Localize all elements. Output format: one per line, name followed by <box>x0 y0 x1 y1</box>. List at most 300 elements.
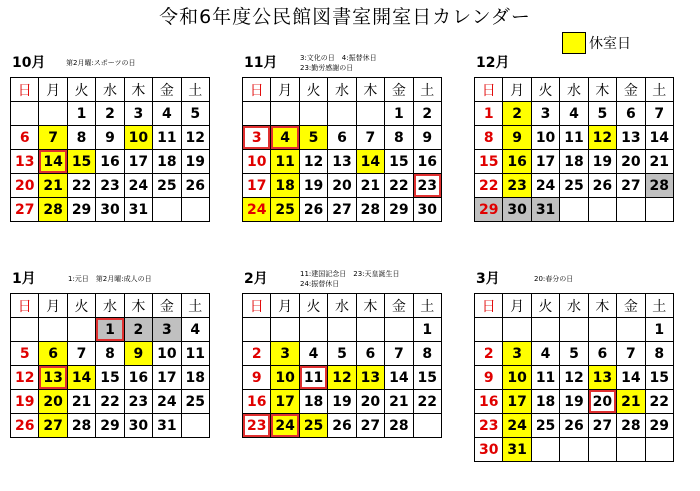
day-cell: 11 <box>153 126 181 150</box>
week-row <box>243 102 442 126</box>
day-cell: 13 <box>617 126 645 150</box>
week-row <box>11 414 210 438</box>
holiday-notes <box>68 274 152 284</box>
day-cell: 25 <box>531 414 559 438</box>
day-cell: 4 <box>299 342 327 366</box>
day-cell: 28 <box>645 174 673 198</box>
day-cell: 21 <box>385 390 413 414</box>
day-cell: 19 <box>560 390 588 414</box>
day-cell: 3 <box>243 126 271 150</box>
day-cell: 9 <box>503 126 531 150</box>
legend-label: 休室日 <box>589 36 631 52</box>
day-cell: 7 <box>617 342 645 366</box>
day-cell: 13 <box>588 366 616 390</box>
weekday-label: 日 <box>11 78 39 102</box>
day-cell: 21 <box>67 390 95 414</box>
week-row <box>11 102 210 126</box>
weekday-label: 火 <box>67 294 95 318</box>
day-cell: 26 <box>181 174 209 198</box>
day-cell: 20 <box>328 174 356 198</box>
day-cell: 30 <box>475 438 503 462</box>
day-cell: 21 <box>39 174 67 198</box>
day-cell: 19 <box>11 390 39 414</box>
day-cell: 24 <box>531 174 559 198</box>
month-mar <box>474 268 674 478</box>
weekday-label: 土 <box>413 294 441 318</box>
day-cell: 14 <box>645 126 673 150</box>
day-cell: 13 <box>356 366 384 390</box>
weekday-label: 月 <box>503 78 531 102</box>
day-cell: 13 <box>11 150 39 174</box>
week-row <box>475 102 674 126</box>
day-cell: 22 <box>475 174 503 198</box>
week-row <box>11 318 210 342</box>
empty-cell <box>475 318 503 342</box>
empty-cell <box>617 198 645 222</box>
empty-cell <box>181 198 209 222</box>
day-cell: 2 <box>413 102 441 126</box>
day-cell: 29 <box>645 414 673 438</box>
day-cell: 2 <box>96 102 124 126</box>
day-cell: 11 <box>560 126 588 150</box>
day-cell: 11 <box>299 366 327 390</box>
weekday-label: 木 <box>588 78 616 102</box>
day-cell: 27 <box>356 414 384 438</box>
week-row <box>243 342 442 366</box>
day-cell: 26 <box>328 414 356 438</box>
day-cell: 15 <box>67 150 95 174</box>
day-cell: 13 <box>328 150 356 174</box>
holiday-notes <box>300 53 377 73</box>
day-cell: 9 <box>243 366 271 390</box>
day-cell: 16 <box>243 390 271 414</box>
month-title: 1月 <box>12 271 36 287</box>
empty-cell <box>11 318 39 342</box>
day-cell: 22 <box>385 174 413 198</box>
empty-cell <box>356 318 384 342</box>
month-jan <box>10 268 210 448</box>
empty-cell <box>531 318 559 342</box>
day-cell: 15 <box>413 366 441 390</box>
week-row <box>11 390 210 414</box>
weekday-label: 金 <box>153 294 181 318</box>
holiday-note: 第2月曜:スポーツの日 <box>66 59 136 67</box>
day-cell: 27 <box>588 414 616 438</box>
empty-cell <box>39 102 67 126</box>
day-cell: 7 <box>356 126 384 150</box>
day-cell: 27 <box>328 198 356 222</box>
day-cell: 13 <box>39 366 67 390</box>
empty-cell <box>153 198 181 222</box>
weekday-label: 土 <box>181 294 209 318</box>
week-row <box>243 126 442 150</box>
day-cell: 17 <box>531 150 559 174</box>
legend <box>562 32 631 54</box>
day-cell: 17 <box>243 174 271 198</box>
day-cell: 3 <box>124 102 152 126</box>
day-cell: 4 <box>531 342 559 366</box>
day-cell: 31 <box>503 438 531 462</box>
day-cell: 12 <box>299 150 327 174</box>
weekday-label: 金 <box>617 294 645 318</box>
calendar-grid <box>474 77 674 222</box>
weekday-label: 金 <box>385 78 413 102</box>
day-cell: 15 <box>96 366 124 390</box>
day-cell: 8 <box>96 342 124 366</box>
weekday-label: 火 <box>67 78 95 102</box>
weekday-label: 木 <box>356 78 384 102</box>
day-cell: 17 <box>271 390 299 414</box>
empty-cell <box>67 318 95 342</box>
day-cell: 14 <box>385 366 413 390</box>
day-cell: 7 <box>645 102 673 126</box>
weekday-label: 土 <box>645 294 673 318</box>
empty-cell <box>617 318 645 342</box>
weekday-label: 月 <box>39 78 67 102</box>
week-row <box>243 318 442 342</box>
week-row <box>243 366 442 390</box>
day-cell: 19 <box>588 150 616 174</box>
day-cell: 22 <box>645 390 673 414</box>
month-title: 11月 <box>244 55 278 71</box>
weekday-label: 木 <box>588 294 616 318</box>
calendar-grid <box>10 293 210 438</box>
day-cell: 17 <box>153 366 181 390</box>
day-cell: 15 <box>475 150 503 174</box>
day-cell: 28 <box>39 198 67 222</box>
weekday-label: 水 <box>328 294 356 318</box>
day-cell: 10 <box>243 150 271 174</box>
empty-cell <box>243 318 271 342</box>
weekday-header <box>475 78 674 102</box>
weekday-label: 日 <box>11 294 39 318</box>
day-cell: 28 <box>617 414 645 438</box>
day-cell: 6 <box>588 342 616 366</box>
empty-cell <box>39 318 67 342</box>
day-cell: 30 <box>124 414 152 438</box>
legend-swatch <box>562 32 586 54</box>
empty-cell <box>617 438 645 462</box>
empty-cell <box>588 438 616 462</box>
day-cell: 10 <box>124 126 152 150</box>
day-cell: 1 <box>96 318 124 342</box>
day-cell: 8 <box>475 126 503 150</box>
calendar-grid <box>10 77 210 222</box>
day-cell: 16 <box>124 366 152 390</box>
day-cell: 6 <box>11 126 39 150</box>
calendar-grid <box>474 293 674 462</box>
day-cell: 21 <box>356 174 384 198</box>
day-cell: 9 <box>475 366 503 390</box>
month-title: 2月 <box>244 271 268 287</box>
day-cell: 23 <box>124 390 152 414</box>
day-cell: 22 <box>96 390 124 414</box>
week-row <box>475 390 674 414</box>
day-cell: 30 <box>96 198 124 222</box>
day-cell: 18 <box>299 390 327 414</box>
day-cell: 31 <box>124 198 152 222</box>
day-cell: 20 <box>588 390 616 414</box>
weekday-header <box>475 294 674 318</box>
day-cell: 1 <box>645 318 673 342</box>
weekday-label: 水 <box>96 78 124 102</box>
day-cell: 23 <box>96 174 124 198</box>
day-cell: 24 <box>124 174 152 198</box>
day-cell: 26 <box>560 414 588 438</box>
weekday-label: 土 <box>645 78 673 102</box>
week-row <box>11 150 210 174</box>
week-row <box>11 126 210 150</box>
day-cell: 8 <box>67 126 95 150</box>
weekday-header <box>11 294 210 318</box>
day-cell: 3 <box>271 342 299 366</box>
day-cell: 10 <box>503 366 531 390</box>
day-cell: 23 <box>475 414 503 438</box>
day-cell: 4 <box>181 318 209 342</box>
week-row <box>475 198 674 222</box>
week-row <box>243 150 442 174</box>
day-cell: 19 <box>299 174 327 198</box>
day-cell: 29 <box>475 198 503 222</box>
weekday-label: 火 <box>299 78 327 102</box>
day-cell: 3 <box>503 342 531 366</box>
weekday-header <box>243 78 442 102</box>
empty-cell <box>645 198 673 222</box>
day-cell: 3 <box>531 102 559 126</box>
week-row <box>11 174 210 198</box>
weekday-header <box>243 294 442 318</box>
week-row <box>475 150 674 174</box>
calendar-grid <box>242 77 442 222</box>
week-row <box>475 438 674 462</box>
day-cell: 2 <box>475 342 503 366</box>
month-nov <box>242 52 442 232</box>
day-cell: 28 <box>385 414 413 438</box>
day-cell: 15 <box>645 366 673 390</box>
empty-cell <box>560 318 588 342</box>
weekday-label: 水 <box>328 78 356 102</box>
day-cell: 7 <box>385 342 413 366</box>
month-title: 10月 <box>12 55 46 71</box>
day-cell: 17 <box>503 390 531 414</box>
day-cell: 26 <box>588 174 616 198</box>
day-cell: 5 <box>299 126 327 150</box>
day-cell: 14 <box>617 366 645 390</box>
day-cell: 10 <box>271 366 299 390</box>
day-cell: 10 <box>153 342 181 366</box>
day-cell: 4 <box>271 126 299 150</box>
weekday-label: 火 <box>531 294 559 318</box>
day-cell: 14 <box>356 150 384 174</box>
day-cell: 20 <box>11 174 39 198</box>
day-cell: 6 <box>356 342 384 366</box>
day-cell: 16 <box>475 390 503 414</box>
weekday-label: 月 <box>39 294 67 318</box>
holiday-note: 11:建国記念日 23:天皇誕生日 <box>300 270 400 278</box>
day-cell: 23 <box>503 174 531 198</box>
day-cell: 29 <box>67 198 95 222</box>
weekday-label: 日 <box>243 294 271 318</box>
day-cell: 21 <box>645 150 673 174</box>
holiday-note: 1:元日 第2月曜:成人の日 <box>68 275 152 283</box>
day-cell: 1 <box>385 102 413 126</box>
day-cell: 9 <box>96 126 124 150</box>
day-cell: 16 <box>96 150 124 174</box>
week-row <box>243 174 442 198</box>
day-cell: 25 <box>299 414 327 438</box>
weekday-label: 火 <box>531 78 559 102</box>
day-cell: 2 <box>243 342 271 366</box>
weekday-label: 水 <box>560 78 588 102</box>
day-cell: 9 <box>413 126 441 150</box>
day-cell: 5 <box>588 102 616 126</box>
week-row <box>11 198 210 222</box>
day-cell: 18 <box>271 174 299 198</box>
day-cell: 20 <box>39 390 67 414</box>
day-cell: 24 <box>503 414 531 438</box>
day-cell: 12 <box>181 126 209 150</box>
day-cell: 28 <box>356 198 384 222</box>
week-row <box>243 414 442 438</box>
day-cell: 1 <box>475 102 503 126</box>
day-cell: 8 <box>645 342 673 366</box>
day-cell: 29 <box>385 198 413 222</box>
day-cell: 1 <box>413 318 441 342</box>
empty-cell <box>560 198 588 222</box>
day-cell: 30 <box>503 198 531 222</box>
day-cell: 23 <box>243 414 271 438</box>
weekday-label: 日 <box>475 78 503 102</box>
week-row <box>243 198 442 222</box>
day-cell: 3 <box>153 318 181 342</box>
day-cell: 22 <box>413 390 441 414</box>
day-cell: 11 <box>181 342 209 366</box>
month-title: 3月 <box>476 271 500 287</box>
day-cell: 5 <box>11 342 39 366</box>
weekday-label: 水 <box>560 294 588 318</box>
weekday-label: 金 <box>153 78 181 102</box>
weekday-label: 木 <box>124 294 152 318</box>
empty-cell <box>11 102 39 126</box>
empty-cell <box>181 414 209 438</box>
holiday-note: 23:勤労感謝の日 <box>300 64 354 72</box>
week-row <box>11 342 210 366</box>
weekday-label: 月 <box>503 294 531 318</box>
month-title: 12月 <box>476 55 510 71</box>
day-cell: 21 <box>617 390 645 414</box>
empty-cell <box>299 318 327 342</box>
day-cell: 18 <box>531 390 559 414</box>
weekday-label: 日 <box>243 78 271 102</box>
day-cell: 18 <box>153 150 181 174</box>
day-cell: 10 <box>531 126 559 150</box>
week-row <box>475 366 674 390</box>
day-cell: 25 <box>271 198 299 222</box>
empty-cell <box>588 198 616 222</box>
month-feb <box>242 268 442 448</box>
day-cell: 20 <box>356 390 384 414</box>
day-cell: 12 <box>11 366 39 390</box>
empty-cell <box>645 438 673 462</box>
weekday-label: 金 <box>385 294 413 318</box>
empty-cell <box>385 318 413 342</box>
weekday-header <box>11 78 210 102</box>
day-cell: 18 <box>560 150 588 174</box>
day-cell: 18 <box>181 366 209 390</box>
empty-cell <box>588 318 616 342</box>
day-cell: 9 <box>124 342 152 366</box>
day-cell: 17 <box>124 150 152 174</box>
month-oct <box>10 52 210 232</box>
day-cell: 16 <box>413 150 441 174</box>
day-cell: 25 <box>153 174 181 198</box>
day-cell: 6 <box>617 102 645 126</box>
weekday-label: 木 <box>124 78 152 102</box>
day-cell: 20 <box>617 150 645 174</box>
empty-cell <box>531 438 559 462</box>
day-cell: 26 <box>299 198 327 222</box>
weekday-label: 木 <box>356 294 384 318</box>
weekday-label: 土 <box>181 78 209 102</box>
calendar-grid <box>242 293 442 438</box>
day-cell: 19 <box>181 150 209 174</box>
day-cell: 4 <box>153 102 181 126</box>
weekday-label: 月 <box>271 294 299 318</box>
day-cell: 7 <box>67 342 95 366</box>
holiday-notes <box>66 58 136 68</box>
empty-cell <box>356 102 384 126</box>
holiday-note: 20:春分の日 <box>534 275 574 283</box>
day-cell: 30 <box>413 198 441 222</box>
day-cell: 24 <box>271 414 299 438</box>
day-cell: 12 <box>560 366 588 390</box>
empty-cell <box>243 102 271 126</box>
weekday-label: 月 <box>271 78 299 102</box>
day-cell: 2 <box>503 102 531 126</box>
day-cell: 29 <box>96 414 124 438</box>
day-cell: 14 <box>67 366 95 390</box>
day-cell: 5 <box>181 102 209 126</box>
empty-cell <box>271 318 299 342</box>
empty-cell <box>299 102 327 126</box>
day-cell: 24 <box>243 198 271 222</box>
weekday-label: 水 <box>96 294 124 318</box>
day-cell: 2 <box>124 318 152 342</box>
day-cell: 15 <box>385 150 413 174</box>
empty-cell <box>328 318 356 342</box>
empty-cell <box>271 102 299 126</box>
day-cell: 31 <box>531 198 559 222</box>
empty-cell <box>503 318 531 342</box>
day-cell: 1 <box>67 102 95 126</box>
day-cell: 24 <box>153 390 181 414</box>
day-cell: 27 <box>11 198 39 222</box>
empty-cell <box>413 414 441 438</box>
week-row <box>475 126 674 150</box>
day-cell: 7 <box>39 126 67 150</box>
day-cell: 6 <box>39 342 67 366</box>
day-cell: 4 <box>560 102 588 126</box>
empty-cell <box>328 102 356 126</box>
week-row <box>475 414 674 438</box>
day-cell: 22 <box>67 174 95 198</box>
week-row <box>475 318 674 342</box>
empty-cell <box>560 438 588 462</box>
day-cell: 5 <box>328 342 356 366</box>
day-cell: 28 <box>67 414 95 438</box>
day-cell: 5 <box>560 342 588 366</box>
day-cell: 25 <box>181 390 209 414</box>
